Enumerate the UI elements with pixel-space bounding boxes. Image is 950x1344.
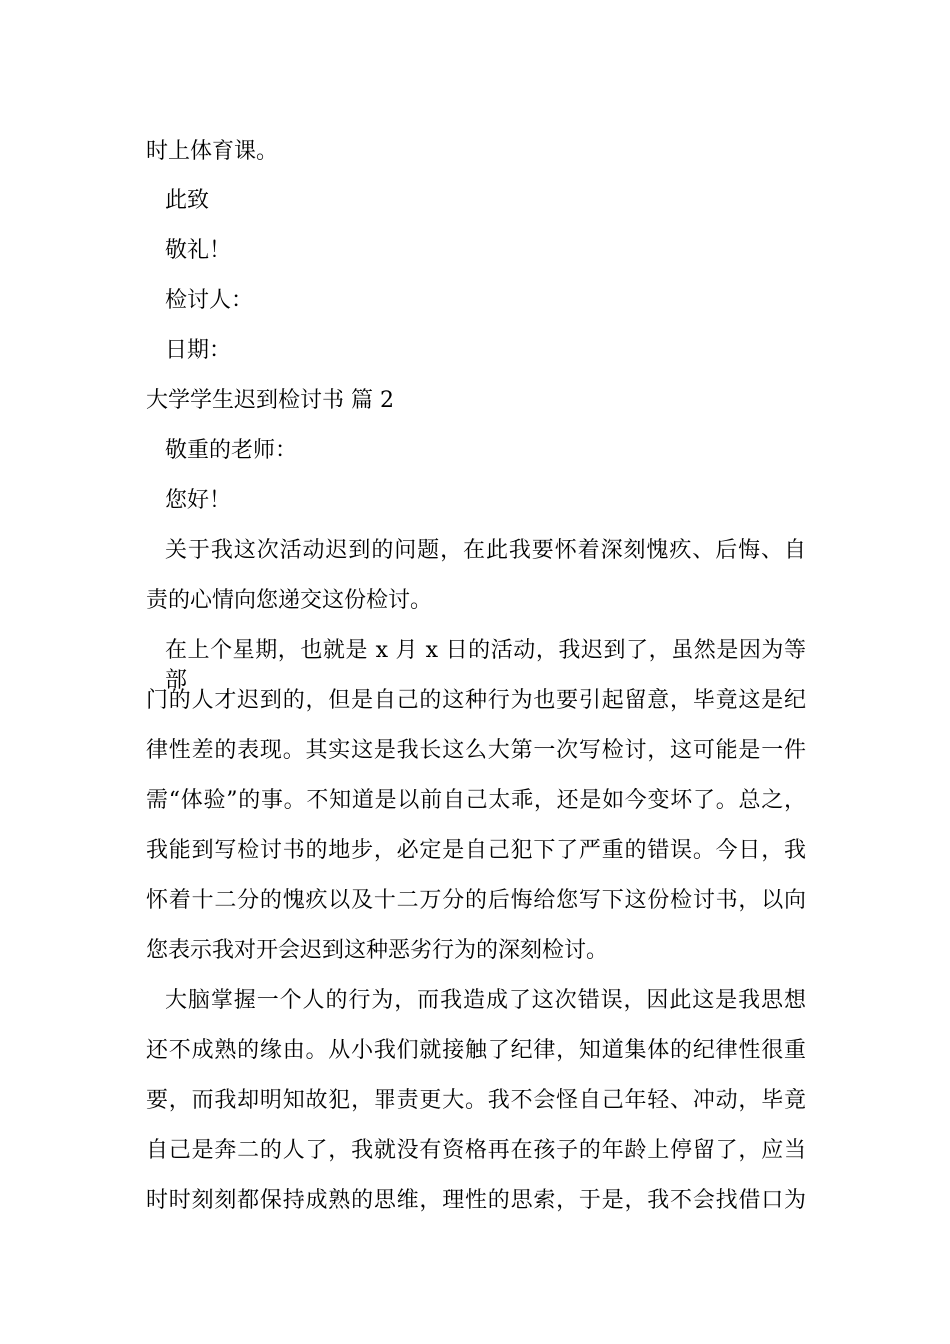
paragraph-line: 时时刻刻都保持成熟的思维，理性的思索，于是，我不会找借口为 xyxy=(146,1188,806,1213)
paragraph-line: 责的心情向您递交这份检讨。 xyxy=(146,588,433,613)
paragraph-line: 大脑掌握一个人的行为，而我造成了这次错误，因此这是我思想 xyxy=(165,988,806,1013)
section-heading: 大学学生迟到检讨书 篇 2 xyxy=(146,388,394,413)
paragraph-line: 我能到写检讨书的地步，必定是自己犯下了严重的错误。今日，我 xyxy=(146,838,806,863)
paragraph-line: 在上个星期，也就是 x 月 x 日的活动，我迟到了，虽然是因为等部 xyxy=(165,638,806,693)
date-field: 日期： xyxy=(165,338,232,363)
closing-salutation: 敬礼！ xyxy=(165,238,232,263)
paragraph-line: 要，而我却明知故犯，罪责更大。我不会怪自己年轻、冲动，毕竟 xyxy=(146,1088,806,1113)
signature-field: 检讨人： xyxy=(165,288,254,313)
paragraph-line: 关于我这次活动迟到的问题，在此我要怀着深刻愧疚、后悔、自 xyxy=(165,538,806,563)
paragraph-line: 还不成熟的缘由。从小我们就接触了纪律，知道集体的纪律性很重 xyxy=(146,1038,806,1063)
paragraph-line: 自己是奔二的人了，我就没有资格再在孩子的年龄上停留了，应当 xyxy=(146,1138,806,1163)
paragraph-line: 门的人才迟到的，但是自己的这种行为也要引起留意，毕竟这是纪 xyxy=(146,688,806,713)
paragraph-line: 您表示我对开会迟到这种恶劣行为的深刻检讨。 xyxy=(146,938,609,963)
greeting: 敬重的老师： xyxy=(165,438,298,463)
paragraph-line: 怀着十二分的愧疚以及十二万分的后悔给您写下这份检讨书，以向 xyxy=(146,888,806,913)
paragraph-line: 律性差的表现。其实这是我长这么大第一次写检讨，这可能是一件 xyxy=(146,738,806,763)
greeting: 您好！ xyxy=(165,488,232,513)
paragraph-line: 需“体验”的事。不知道是以前自己太乖，还是如今变坏了。总之， xyxy=(146,788,806,813)
closing-salutation: 此致 xyxy=(165,188,210,213)
text-line: 时上体育课。 xyxy=(146,139,279,164)
